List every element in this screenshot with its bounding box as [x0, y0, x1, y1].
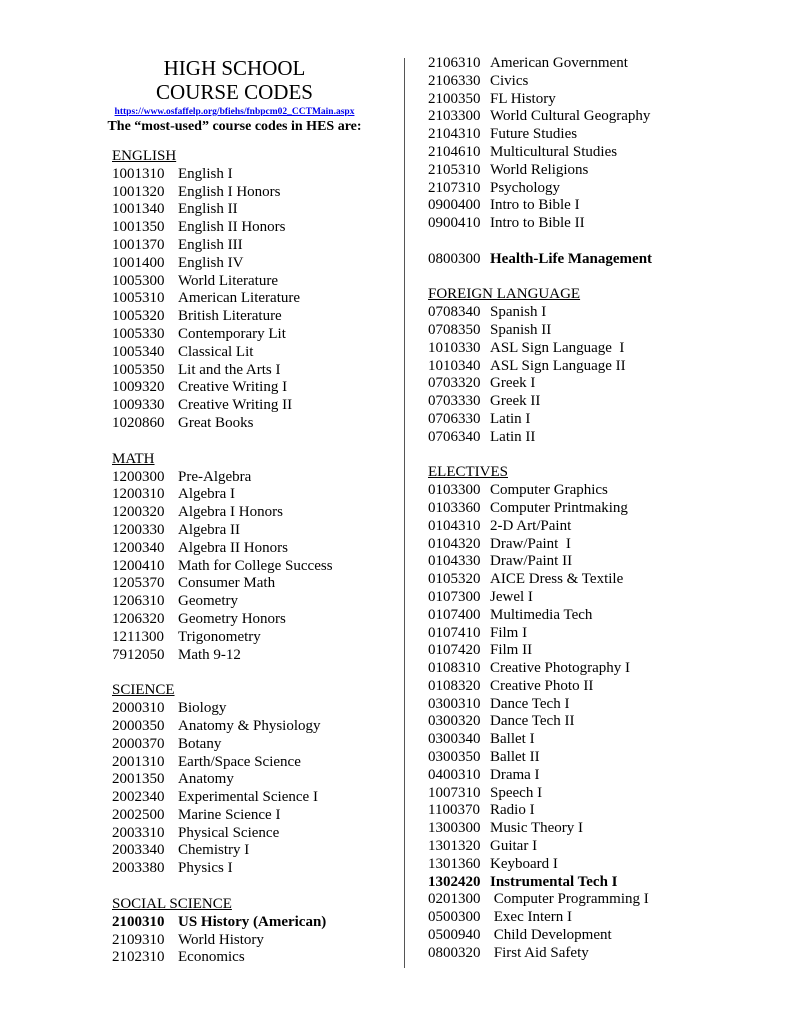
course-code: 0104310	[428, 517, 481, 534]
title-line-2: COURSE CODES	[156, 80, 313, 104]
course-row	[112, 469, 397, 487]
course-code: 1005300	[112, 272, 165, 289]
course-name: 2-D Art/Paint	[490, 517, 572, 534]
title-line-1: HIGH SCHOOL	[163, 56, 306, 80]
course-code: 2105310	[428, 161, 481, 178]
course-code: 0108310	[428, 660, 481, 677]
course-row	[112, 273, 397, 291]
course-code: 0104330	[428, 553, 481, 570]
course-code: 2106330	[428, 72, 481, 89]
course-name: Multimedia Tech	[490, 606, 593, 623]
course-row	[428, 197, 778, 215]
course-row	[112, 842, 397, 860]
course-row	[112, 914, 397, 932]
course-code: 2002340	[112, 789, 165, 806]
course-name: English I Honors	[178, 183, 281, 200]
course-row	[428, 144, 778, 162]
course-code: 1009320	[112, 379, 165, 396]
course-name: Spanish I	[490, 304, 547, 321]
course-code: 1200340	[112, 539, 165, 556]
course-row	[428, 215, 778, 233]
course-code: 0400310	[428, 766, 481, 783]
course-name: World History	[178, 931, 264, 948]
course-name: Great Books	[178, 414, 254, 431]
course-row	[428, 713, 778, 731]
course-code: 2002500	[112, 806, 165, 823]
course-code: 1200310	[112, 486, 165, 503]
course-name: English II Honors	[178, 219, 286, 236]
course-code: 1009330	[112, 397, 165, 414]
course-name: Intro to Bible II	[490, 215, 585, 232]
course-row	[428, 55, 778, 73]
course-name: Computer Programming I	[490, 891, 649, 908]
course-code: 2000310	[112, 700, 165, 717]
section-science	[112, 682, 397, 878]
course-code: 0500300	[428, 909, 481, 926]
course-name: Biology	[178, 700, 227, 717]
course-name: Health-Life Management	[490, 250, 653, 267]
course-code: 0104320	[428, 535, 481, 552]
course-row	[112, 629, 397, 647]
course-name: Intro to Bible I	[490, 197, 580, 214]
course-code: 0300320	[428, 713, 481, 730]
course-row	[428, 891, 778, 909]
course-code: 0300340	[428, 731, 481, 748]
course-row	[428, 625, 778, 643]
course-name: Music Theory I	[490, 820, 584, 837]
course-row	[112, 397, 397, 415]
section-social-science-continued	[428, 55, 778, 233]
course-name: Exec Intern I	[490, 909, 573, 926]
course-code: 1001400	[112, 254, 165, 271]
course-code: 0800300	[428, 250, 481, 267]
course-name: Math for College Success	[178, 557, 333, 574]
course-row	[428, 785, 778, 803]
course-row	[112, 575, 397, 593]
course-code: 1010330	[428, 339, 481, 356]
course-code: 1001310	[112, 165, 165, 182]
course-name: Keyboard I	[490, 855, 558, 872]
course-row	[112, 308, 397, 326]
course-name: Jewel I	[490, 588, 533, 605]
course-row	[428, 731, 778, 749]
course-name: Geometry Honors	[178, 610, 286, 627]
course-code: 1301320	[428, 838, 481, 855]
course-row	[428, 607, 778, 625]
course-name: Pre-Algebra	[178, 468, 252, 485]
course-row	[428, 91, 778, 109]
course-code: 0105320	[428, 571, 481, 588]
course-row	[428, 553, 778, 571]
course-code: 0103360	[428, 499, 481, 516]
course-code: 0708350	[428, 321, 481, 338]
course-name: Geometry	[178, 593, 238, 610]
course-code: 2003340	[112, 842, 165, 859]
course-code: 0300350	[428, 749, 481, 766]
course-code: 1005310	[112, 290, 165, 307]
course-name: Marine Science I	[178, 806, 281, 823]
course-row	[428, 393, 778, 411]
course-row	[112, 184, 397, 202]
course-code: 1005340	[112, 343, 165, 360]
course-row	[428, 874, 778, 892]
course-code: 0900400	[428, 197, 481, 214]
course-code: 1020860	[112, 414, 165, 431]
course-code: 1005350	[112, 361, 165, 378]
course-code: 0103300	[428, 482, 481, 499]
course-code: 0708340	[428, 304, 481, 321]
course-code: 2100350	[428, 90, 481, 107]
course-code: 7912050	[112, 646, 165, 663]
course-row	[428, 340, 778, 358]
course-name: Dance Tech I	[490, 695, 570, 712]
course-name: ASL Sign Language II	[490, 357, 626, 374]
course-row	[112, 255, 397, 273]
course-code: 2100310	[112, 913, 165, 930]
course-row	[428, 375, 778, 393]
course-name: Film I	[490, 624, 528, 641]
course-row	[112, 700, 397, 718]
source-link[interactable]: https://www.osfaffelp.org/bfiehs/fnbpcm02_CCTMain.aspx	[114, 107, 355, 117]
course-row	[428, 73, 778, 91]
course-name: Civics	[490, 72, 529, 89]
course-row	[428, 429, 778, 447]
course-name: Earth/Space Science	[178, 753, 301, 770]
course-row	[112, 932, 397, 950]
course-name: Radio I	[490, 802, 535, 819]
course-row	[112, 237, 397, 255]
course-code: 1100370	[428, 802, 480, 819]
course-code: 0800320	[428, 944, 481, 961]
course-name: English II	[178, 201, 238, 218]
course-code: 0107420	[428, 642, 481, 659]
course-code: 0201300	[428, 891, 481, 908]
course-row	[112, 736, 397, 754]
course-code: 1001320	[112, 183, 165, 200]
course-name: English III	[178, 236, 243, 253]
course-row	[112, 718, 397, 736]
course-row	[112, 219, 397, 237]
section-social-science	[112, 896, 397, 967]
course-row	[112, 326, 397, 344]
course-code: 2000350	[112, 717, 165, 734]
course-code: 2109310	[112, 931, 165, 948]
course-name: Botany	[178, 735, 222, 752]
subtitle: The “most-used” course codes in HES are:	[107, 119, 362, 134]
course-code: 1010340	[428, 357, 481, 374]
course-name: English IV	[178, 254, 244, 271]
course-name: Drama I	[490, 766, 540, 783]
section-heading: MATH	[112, 450, 155, 467]
course-code: 1001350	[112, 219, 165, 236]
course-row	[428, 108, 778, 126]
course-code: 0107300	[428, 588, 481, 605]
course-code: 2106310	[428, 55, 481, 71]
course-code: 1211300	[112, 628, 164, 645]
course-row	[112, 558, 397, 576]
course-row	[112, 593, 397, 611]
course-name: Greek II	[490, 393, 541, 410]
course-row	[112, 379, 397, 397]
course-name: Computer Printmaking	[490, 499, 628, 516]
course-code: 0300310	[428, 695, 481, 712]
course-row	[428, 162, 778, 180]
course-name: World Cultural Geography	[490, 108, 651, 125]
course-row	[428, 304, 778, 322]
course-row	[428, 660, 778, 678]
course-name: World Literature	[178, 272, 278, 289]
course-row	[428, 411, 778, 429]
course-name: Economics	[178, 949, 245, 966]
course-code: 1300300	[428, 820, 481, 837]
course-name: Physics I	[178, 860, 233, 877]
course-name: Algebra I	[178, 486, 236, 503]
course-name: FL History	[490, 90, 556, 107]
course-row	[428, 589, 778, 607]
course-name: Creative Writing I	[178, 379, 288, 396]
course-row	[112, 754, 397, 772]
course-name: Draw/Paint I	[490, 535, 571, 552]
course-name: Computer Graphics	[490, 482, 608, 499]
column-divider	[404, 58, 405, 968]
course-code: 2000370	[112, 735, 165, 752]
course-code: 2001310	[112, 753, 165, 770]
course-name: Algebra I Honors	[178, 504, 283, 521]
course-name: Spanish II	[490, 321, 552, 338]
course-row	[428, 358, 778, 376]
course-row	[112, 789, 397, 807]
course-code: 1200410	[112, 557, 165, 574]
course-code: 0500940	[428, 927, 481, 944]
course-name: Instrumental Tech I	[490, 873, 618, 890]
course-row	[112, 949, 397, 967]
course-code: 1007310	[428, 784, 481, 801]
course-row	[112, 540, 397, 558]
course-row	[112, 166, 397, 184]
course-name: Creative Photo II	[490, 677, 594, 694]
course-code: 0107410	[428, 624, 481, 641]
course-name: Physical Science	[178, 824, 280, 841]
course-row	[428, 945, 778, 963]
course-row	[428, 482, 778, 500]
course-row	[428, 500, 778, 518]
course-name: Guitar I	[490, 838, 538, 855]
course-row	[112, 522, 397, 540]
course-row	[112, 807, 397, 825]
course-row	[428, 536, 778, 554]
course-name: American Government	[490, 55, 628, 71]
course-name: Multicultural Studies	[490, 143, 618, 160]
course-code: 1200320	[112, 504, 165, 521]
course-code: 0703320	[428, 375, 481, 392]
course-code: 0900410	[428, 215, 481, 232]
course-row	[428, 909, 778, 927]
course-code: 0706340	[428, 428, 481, 445]
section-math	[112, 451, 397, 665]
course-name: AICE Dress & Textile	[490, 571, 624, 588]
course-row	[112, 415, 397, 433]
course-code: 1005330	[112, 325, 165, 342]
course-name: American Literature	[178, 290, 301, 307]
course-row	[112, 504, 397, 522]
course-name: Contemporary Lit	[178, 325, 286, 342]
course-name: Latin I	[490, 410, 531, 427]
course-name: Consumer Math	[178, 575, 276, 592]
section-heading: ENGLISH	[112, 148, 177, 164]
course-name: US History (American)	[178, 913, 327, 930]
course-row	[428, 126, 778, 144]
course-row	[112, 362, 397, 380]
section-english	[112, 148, 397, 433]
course-row	[428, 927, 778, 945]
course-name: Creative Photography I	[490, 660, 630, 677]
course-name: Ballet I	[490, 731, 535, 748]
course-code: 2102310	[112, 949, 165, 966]
course-name: ASL Sign Language I	[490, 339, 625, 356]
course-row	[112, 486, 397, 504]
course-row	[428, 322, 778, 340]
course-name: Draw/Paint II	[490, 553, 573, 570]
course-code: 1001340	[112, 201, 165, 218]
course-name: Math 9-12	[178, 646, 241, 663]
course-code: 2104610	[428, 143, 481, 160]
course-name: British Literature	[178, 308, 282, 325]
course-name: Future Studies	[490, 126, 578, 143]
course-row	[428, 251, 778, 269]
course-row	[428, 571, 778, 589]
course-row	[112, 825, 397, 843]
course-name: Latin II	[490, 428, 536, 445]
course-row	[112, 290, 397, 308]
left-column	[107, 56, 397, 967]
course-row	[428, 767, 778, 785]
course-name: Anatomy & Physiology	[178, 717, 321, 734]
course-name: Lit and the Arts I	[178, 361, 281, 378]
course-code: 0108320	[428, 677, 481, 694]
course-name: Classical Lit	[178, 343, 254, 360]
course-code: 2003310	[112, 824, 165, 841]
course-code: 2104310	[428, 126, 481, 143]
course-row	[428, 180, 778, 198]
course-name: Child Development	[490, 927, 612, 944]
course-code: 1205370	[112, 575, 165, 592]
course-name: Dance Tech II	[490, 713, 575, 730]
course-code: 1200300	[112, 468, 165, 485]
course-name: Experimental Science I	[178, 789, 318, 806]
course-code: 1001370	[112, 236, 165, 253]
section-heading: SOCIAL SCIENCE	[112, 896, 232, 913]
course-row	[112, 860, 397, 878]
course-code: 0107400	[428, 606, 481, 623]
course-code: 2107310	[428, 179, 481, 196]
course-row	[428, 820, 778, 838]
course-code: 2003380	[112, 860, 165, 877]
course-name: First Aid Safety	[490, 944, 589, 961]
section-heading: FOREIGN LANGUAGE	[428, 286, 581, 303]
section-foreign-language	[428, 286, 778, 446]
course-row	[428, 856, 778, 874]
course-row	[112, 771, 397, 789]
course-row	[112, 647, 397, 665]
course-name: Trigonometry	[178, 628, 261, 645]
section-heading: SCIENCE	[112, 682, 175, 699]
course-name: Chemistry I	[178, 842, 250, 859]
course-code: 1206320	[112, 610, 165, 627]
course-code: 1206310	[112, 593, 165, 610]
course-name: Film II	[490, 642, 533, 659]
course-row	[112, 344, 397, 362]
course-code: 1302420	[428, 873, 481, 890]
course-row	[428, 696, 778, 714]
section-electives	[428, 464, 778, 962]
course-row	[428, 802, 778, 820]
course-name: Speech I	[490, 784, 543, 801]
course-name: World Religions	[490, 161, 589, 178]
course-name: Creative Writing II	[178, 397, 293, 414]
course-name: Algebra II	[178, 521, 241, 538]
right-column	[428, 55, 778, 963]
course-name: Ballet II	[490, 749, 540, 766]
course-row	[112, 611, 397, 629]
course-row	[428, 749, 778, 767]
course-row	[428, 518, 778, 536]
section-health	[428, 251, 778, 269]
course-code: 1301360	[428, 855, 481, 872]
course-code: 2001350	[112, 771, 165, 788]
course-name: English I	[178, 165, 233, 182]
course-code: 2103300	[428, 108, 481, 125]
course-code: 0703330	[428, 393, 481, 410]
course-row	[428, 642, 778, 660]
course-code: 1005320	[112, 308, 165, 325]
course-name: Anatomy	[178, 771, 234, 788]
course-row	[428, 678, 778, 696]
course-row	[112, 201, 397, 219]
course-row	[428, 838, 778, 856]
course-code: 0706330	[428, 410, 481, 427]
course-name: Psychology	[490, 179, 561, 196]
section-heading: ELECTIVES	[428, 464, 508, 481]
course-name: Greek I	[490, 375, 536, 392]
course-name: Algebra II Honors	[178, 539, 288, 556]
course-code: 1200330	[112, 521, 165, 538]
